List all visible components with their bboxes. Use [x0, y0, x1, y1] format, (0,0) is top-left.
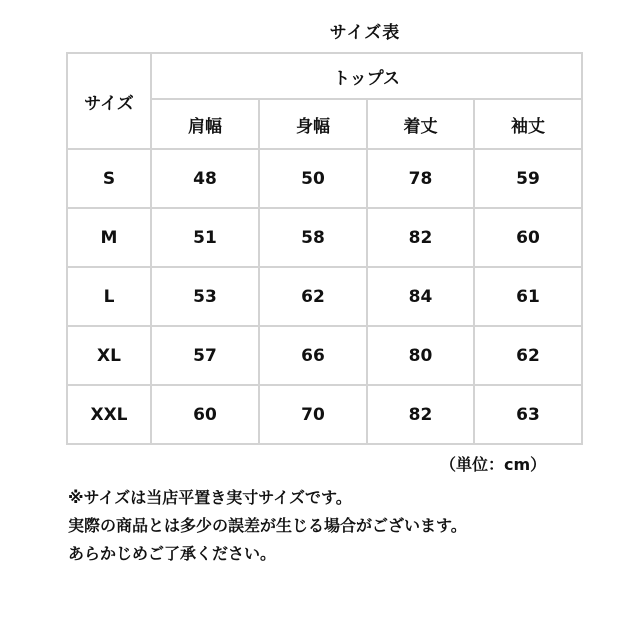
value-cell: 50: [259, 149, 367, 208]
value-cell: 51: [151, 208, 259, 267]
size-header-cell: サイズ: [67, 53, 151, 149]
table-row: [67, 385, 582, 444]
value-cell: 57: [151, 326, 259, 385]
value-cell: 84: [367, 267, 474, 326]
size-label-cell: L: [67, 267, 151, 326]
notes-block: [68, 484, 467, 568]
note-line: あらかじめご了承ください。: [68, 544, 277, 563]
tops-group-header: トップス: [151, 53, 582, 99]
size-label-cell: M: [67, 208, 151, 267]
size-table: [66, 52, 583, 445]
value-cell: 63: [474, 385, 582, 444]
column-header-sleeve: 袖丈: [474, 99, 582, 149]
value-cell: 80: [367, 326, 474, 385]
table-row: [67, 208, 582, 267]
note-line: 実際の商品とは多少の誤差が生じる場合がございます。: [68, 516, 467, 535]
size-label-cell: XL: [67, 326, 151, 385]
value-cell: 58: [259, 208, 367, 267]
value-cell: 60: [474, 208, 582, 267]
table-row: [67, 267, 582, 326]
value-cell: 48: [151, 149, 259, 208]
value-cell: 62: [474, 326, 582, 385]
value-cell: 61: [474, 267, 582, 326]
value-cell: 82: [367, 385, 474, 444]
page-title: サイズ表: [329, 23, 401, 43]
value-cell: 82: [367, 208, 474, 267]
value-cell: 66: [259, 326, 367, 385]
value-cell: 53: [151, 267, 259, 326]
unit-note: （単位：cm）: [440, 455, 547, 474]
value-cell: 70: [259, 385, 367, 444]
value-cell: 78: [367, 149, 474, 208]
value-cell: 60: [151, 385, 259, 444]
size-label-cell: S: [67, 149, 151, 208]
table-header-row-group: [67, 53, 582, 99]
table-row: [67, 326, 582, 385]
value-cell: 59: [474, 149, 582, 208]
value-cell: 62: [259, 267, 367, 326]
column-header-length: 着丈: [367, 99, 474, 149]
note-line: ※サイズは当店平置き実寸サイズです。: [68, 488, 352, 507]
table-row: [67, 149, 582, 208]
column-header-chest: 身幅: [259, 99, 367, 149]
size-label-cell: XXL: [67, 385, 151, 444]
column-header-shoulder: 肩幅: [151, 99, 259, 149]
